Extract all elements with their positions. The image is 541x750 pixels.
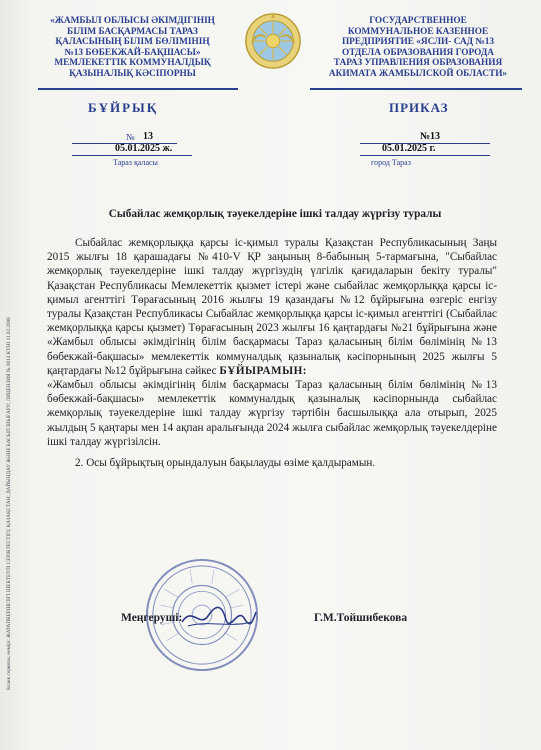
header-right-line: ГОСУДАРСТВЕННОЕ xyxy=(369,16,467,26)
document-body xyxy=(47,236,497,470)
header-right-line: АКИМАТА ЖАМБЫЛСКОЙ ОБЛАСТИ» xyxy=(328,68,508,79)
header-right-line: КОММУНАЛЬНОЕ КАЗЕННОЕ xyxy=(347,26,489,37)
body-paragraph-order: «Жамбыл облысы әкімдігінің білім басқармасы Тараз қаласының білім бөлімінің №13 бөбекжай-бақшасы» мемлекеттік коммуналдық қазыналық кәсіпорнында сыбайлас жемқорлық тәуекелдеріне ішкі талдау жүргізу тәртібін басшылыққа ала отырып, 2025 жылдың 5 қаңтары мен 14 ақпан аралығында 2024 жылға сыбайлас жемқорлық тәуекелдеріне ішкі талдау жүргізілсін. xyxy=(47,379,497,448)
order-title-russian: ПРИКАЗ xyxy=(389,100,449,115)
order-number-right: №13 xyxy=(420,131,441,142)
header-left-line: №13 БӨБЕКЖАЙ-БАҚШАСЫ» xyxy=(64,47,201,58)
signatory-name: Г.М.Тойшибекова xyxy=(314,612,408,624)
header-right-line: ПРЕДПРИЯТИЕ «ЯСЛИ- САД №13 xyxy=(341,37,495,48)
order-number-left: 13 xyxy=(143,131,153,142)
header-right-org xyxy=(318,16,518,80)
header-left-line: ҚАЛАСЫНЫҢ БІЛІМ БӨЛІМІНІҢ xyxy=(55,37,210,48)
body-paragraph-basis xyxy=(47,236,497,378)
header-right-line: ТАРАЗ УПРАВЛЕНИЯ ОБРАЗОВАНИЯ xyxy=(333,58,503,69)
order-title-kazakh: БҰЙРЫҚ xyxy=(88,100,159,115)
date-line-right xyxy=(360,155,490,156)
header-right-line: ОТДЕЛА ОБРАЗОВАНИЯ ГОРОДА xyxy=(341,47,495,58)
order-date-right: 05.01.2025 г. xyxy=(382,143,436,154)
header-rule-left xyxy=(38,88,238,90)
order-word: БҰЙЫРАМЫН: xyxy=(219,364,307,377)
body-paragraph-control: 2. Осы бұйрықтың орындалуын бақылауды өзіме қалдырамын. xyxy=(75,457,376,470)
handwritten-signature-icon xyxy=(178,598,258,638)
header-left-line: БІЛІМ БАСҚАРМАСЫ ТАРАЗ xyxy=(67,26,198,37)
signature-label: Меңгеруші: xyxy=(121,612,183,624)
city-right: город Тараз xyxy=(371,158,411,167)
order-date-left: 05.01.2025 ж. xyxy=(115,143,173,154)
basis-text: Сыбайлас жемқорлыққа қарсы іс-қимыл туралы Қазақстан Республикасының Заңы 2015 жылғы 18 қарашадағы №410-V ҚР заңының 8-бабының 5-тармағына, "Сыбайлас жемқорлық тәуекелдеріне ішкі талдау жүргізудің үлгілік қағидаларын бекіту туралы" Қазақстан Республикасы Мемлекеттік қызмет істері және сыбайлас жемқорлыққа қарсы іс-қимыл агенттігі Төрағасының 2016 жылғы 19 қазандағы №12 бұйрығына өзгеріс енгізу туралы Қазақстан Республикасы Сыбайлас жемқорлыққа қарсы іс-қимыл агенттігі (Сыбайлас жемқорлыққа қарсы қызмет) Төрағасының 2023 жылғы 16 қаңтардағы №21 бұйрығына және «Жамбыл облысы әкімдігінің білім басқармасы Тараз қаласының білім бөлімінің №13 бөбекжай-бақшасы» мемлекеттік коммуналдық қазыналық кәсіпорнының 2025 жылғы 5 қаңтардағы №12 бұйрығына сәйкес xyxy=(47,237,497,377)
kazakhstan-emblem-icon xyxy=(244,12,302,70)
header-left-line: МЕМЛЕКЕТТІК КОММУНАЛДЫҚ xyxy=(54,58,211,69)
header-left-line: ҚАЗЫНАЛЫҚ КӘСІПОРНЫ xyxy=(69,68,196,79)
city-left: Тараз қаласы xyxy=(113,158,158,167)
document-title: Сыбайлас жемқорлық тәуекелдеріне ішкі талдау жүргізу туралы xyxy=(108,208,442,220)
side-print-note: Бланк сериясы, нөмірі: ЖАУАПКЕРШІЛІГІ ШЕКТЕУЛІ СЕРІКТЕСТІГІ; ҚАЗАҚСТАН; ДАЙЫНДАУ ЖӘНЕ БАСЫП ШЫҒАРУ; ЛИЦЕНЗИЯ № 0014 КҮНІ 11.02.2008 xyxy=(6,317,12,690)
header-left-line: «ЖАМБЫЛ ОБЛЫСЫ ӘКІМДІГІНІҢ xyxy=(50,16,215,26)
header-rule-right xyxy=(310,88,522,90)
date-line-left xyxy=(72,155,192,156)
header-left-org xyxy=(40,16,225,80)
number-prefix-left: № xyxy=(126,132,135,142)
